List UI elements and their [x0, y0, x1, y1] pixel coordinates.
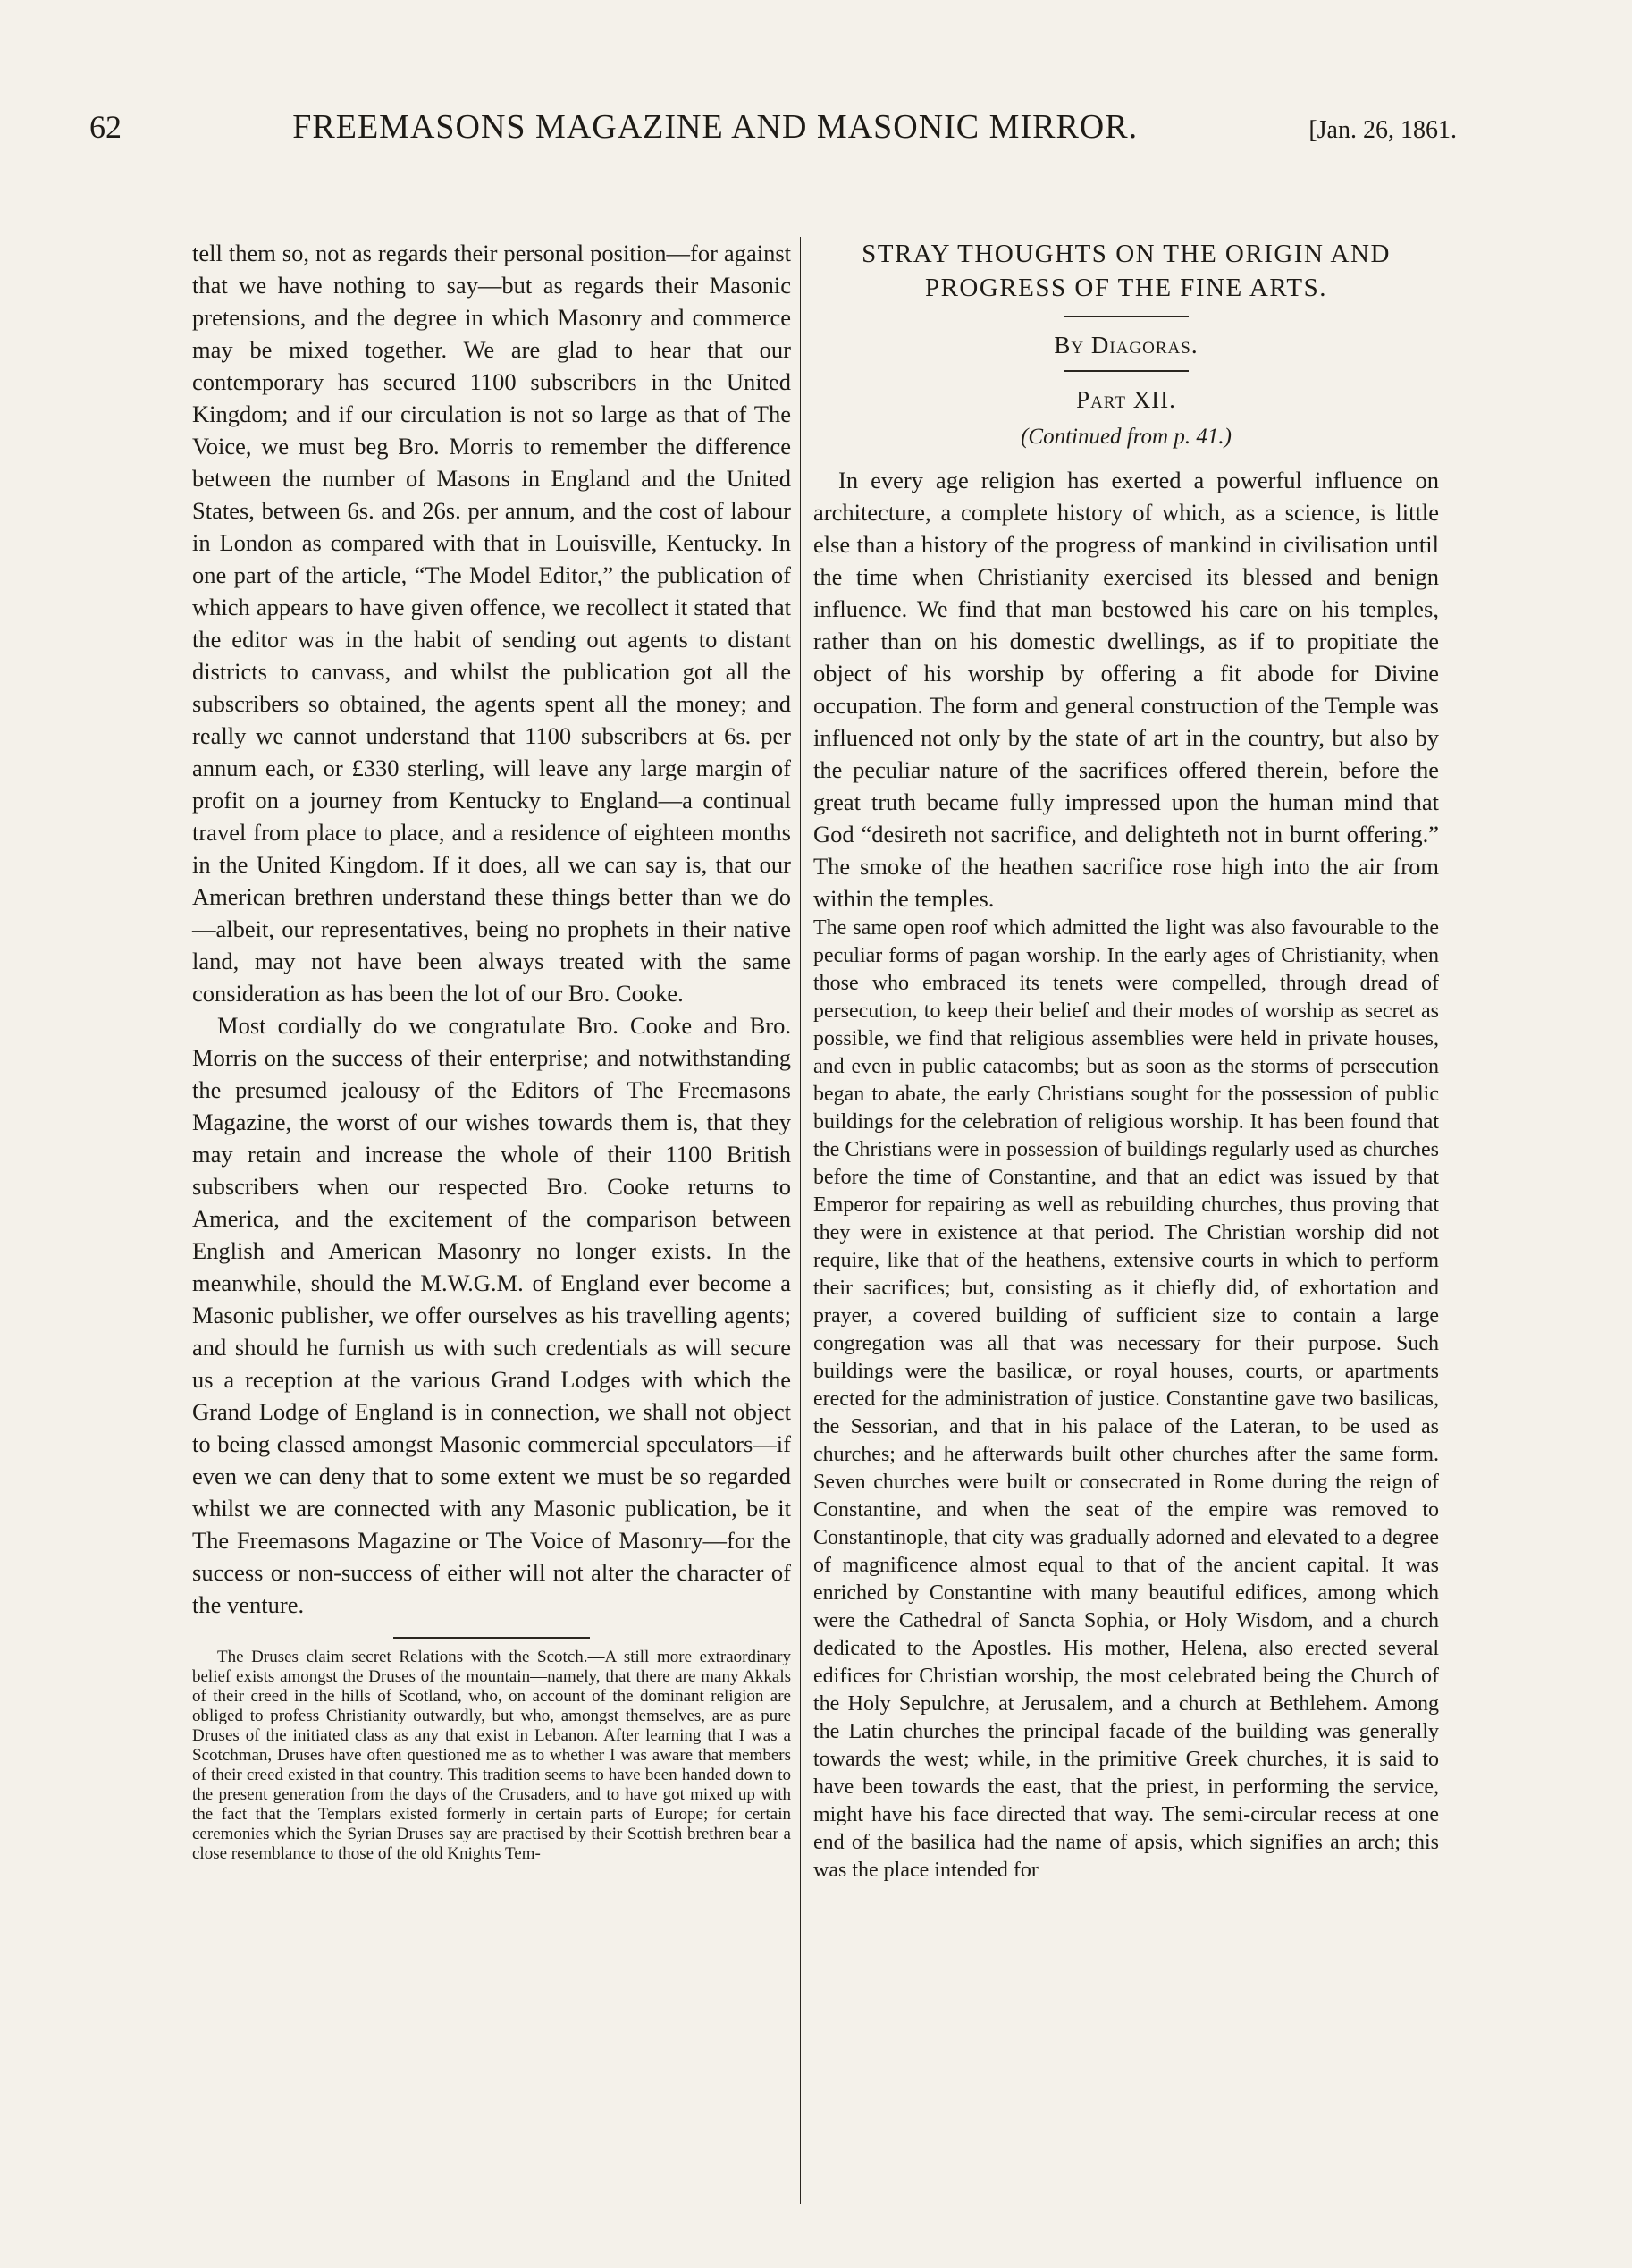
footnote-divider — [393, 1637, 590, 1639]
right-column — [813, 237, 1439, 1884]
footnote-druses: The Druses claim secret Relations with the Scotch.—A still more extraordinary belief exists amongst the Druses of the mountain—namely, that there are many Akkals of their creed in the hills of Scotland, who, on account of the dominant religion are obliged to profess Christianity outwardly, but who, amongst themselves, are as pure Druses of the initiated class as any that exist in Lebanon. After learning that I was a Scotchman, Druses have often questioned me as to whether I was aware that members of their creed existed in that country. This tradition seems to have been handed down to the present generation from the days of the Crusaders, and to have got mixed up with the fact that the Templars existed formerly in certain parts of Europe; for certain ceremonies which the Syrian Druses say are practised by their Scottish brethren bear a close resemblance to those of the old Knights Tem- — [192, 1648, 791, 1863]
right-paragraph-2: The same open roof which admitted the light was also favourable to the peculiar forms of pagan worship. In the early ages of Christianity, when those who embraced its tenets were compelled, through dread of persecution, to keep their belief and their modes of worship as secret as possible, we find that religious assemblies were held in private houses, and even in public catacombs; but as soon as the storms of persecution began to abate, the early Christians sought for the possession of public buildings for the celebration of religious worship. It has been found that the Christians were in possession of buildings regularly used as churches before the time of Constantine, and that an edict was issued by that Emperor for repairing as well as rebuilding churches, thus proving that they were in existence at that period. The Christian worship did not require, like that of the heathens, extensive courts in which to perform their sacrifices; but, consisting as it chiefly did, of exhortation and prayer, a covered building of sufficient size to contain a large congregation was all that was necessary for their purpose. Such buildings were the basilicæ, or royal houses, courts, or apartments erected for the administration of justice. Constantine gave two basilicas, the Sessorian, and that in his palace of the Lateran, to be used as churches; and he afterwards built other churches after the same form. Seven churches were built or consecrated in Rome during the reign of Constantine, and when the seat of the empire was removed to Constantinople, that city was gradually adorned and elevated to a degree of magnificence almost equal to that of the ancient capital. It was enriched by Constantine with many beautiful edifices, among which were the Cathedral of Sancta Sophia, or Holy Wisdom, and a church dedicated to the Apostles. His mother, Helena, also erected several edifices for Christian worship, the most celebrated being the Church of the Holy Sepulchre, at Jerusalem, and a church at Bethlehem. Among the Latin churches the principal facade of the building was generally towards the west; while, in the primitive Greek churches, it is said to have been towards the east, that the priest, in performing the service, might have his face directed that way. The semi-circular recess at one end of the basilica had the name of apsis, which signifies an arch; this was the place intended for — [813, 916, 1439, 1882]
issue-date: [Jan. 26, 1861. — [1308, 116, 1457, 144]
right-paragraph-1: In every age religion has exerted a powerful influence on architecture, a complete history of which, as a science, is little else than a history of the progress of mankind in civilisation until the time when Christianity exercised its blessed and benign influence. We find that man bestowed his care on his temples, rather than on his domestic dwellings, as if to propitiate the object of his worship by offering a fit abode for Divine occupation. The form and general construction of the Temple was influenced not only by the state of art in the country, but also by the peculiar nature of the sacrifices offered therein, before the great truth became fully impressed upon the human mind that God “desireth not sacrifice, and delighteth not in burnt offering.” The smoke of the heathen sacrifice rose high into the air from within the temples. — [813, 467, 1439, 912]
article-byline: By Diagoras. — [1054, 332, 1199, 358]
left-paragraph-2: Most cordially do we congratulate Bro. Cooke and Bro. Morris on the success of their enterprise; and notwithstanding the presumed jealousy of the Editors of The Freemasons Magazine, the worst of our wishes towards them is, that they may retain and increase the whole of their 1100 British subscribers when our respected Bro. Cooke returns to America, and the excitement of the comparison between English and American Masonry no longer exists. In the meanwhile, should the M.W.G.M. of England ever become a Masonic publisher, we offer ourselves as his travelling agents; and should he furnish us with such credentials as will secure us a reception at the various Grand Lodges with which the Grand Lodge of England is in connection, we shall not object to being classed amongst Masonic commercial speculators—if even we can deny that to some extent we must be so regarded whilst we are connected with any Masonic publication, be it The Freemasons Magazine or The Voice of Masonry—for the success or non-success of either will not alter the character of the venture. — [192, 1012, 791, 1618]
article-part: Part XII. — [1076, 386, 1176, 413]
continued-note: (Continued from p. 41.) — [1021, 425, 1232, 449]
page-number: 62 — [89, 109, 122, 145]
article-title: STRAY THOUGHTS ON THE ORIGIN AND PROGRESS OF THE FINE ARTS. — [862, 240, 1391, 302]
left-column — [192, 237, 791, 1864]
column-divider — [800, 237, 801, 2204]
journal-title: FREEMASONS MAGAZINE AND MASONIC MIRROR. — [292, 108, 1139, 146]
page-header — [89, 107, 1457, 161]
byline-divider — [1064, 370, 1189, 372]
title-divider — [1064, 316, 1189, 317]
left-paragraph-1: tell them so, not as regards their personal position—for against that we have nothing to say—but as regards their Masonic pretensions, and the degree in which Masonry and commerce may be mixed together. We are glad to hear that our contemporary has secured 1100 subscribers in the United Kingdom; and if our circulation is not so large as that of The Voice, we must beg Bro. Morris to remember the difference between the number of Masons in England and the United States, between 6s. and 26s. per annum, and the cost of labour in London as compared with that in Louisville, Kentucky. In one part of the article, “The Model Editor,” the publication of which appears to have given offence, we recollect it stated that the editor was in the habit of sending out agents to distant districts to canvass, and whilst the publication got all the subscribers so obtained, the agents spent all the money; and really we cannot understand that 1100 subscribers at 6s. per annum each, or £330 sterling, will leave any large margin of profit on a journey from Kentucky to England—a continual travel from place to place, and a residence of eighteen months in the United Kingdom. If it does, all we can say is, that our American brethren understand these things better than we do—albeit, our representatives, being no prophets in their native land, may not have been always treated with the same consideration as has been the lot of our Bro. Cooke. — [192, 240, 791, 1007]
